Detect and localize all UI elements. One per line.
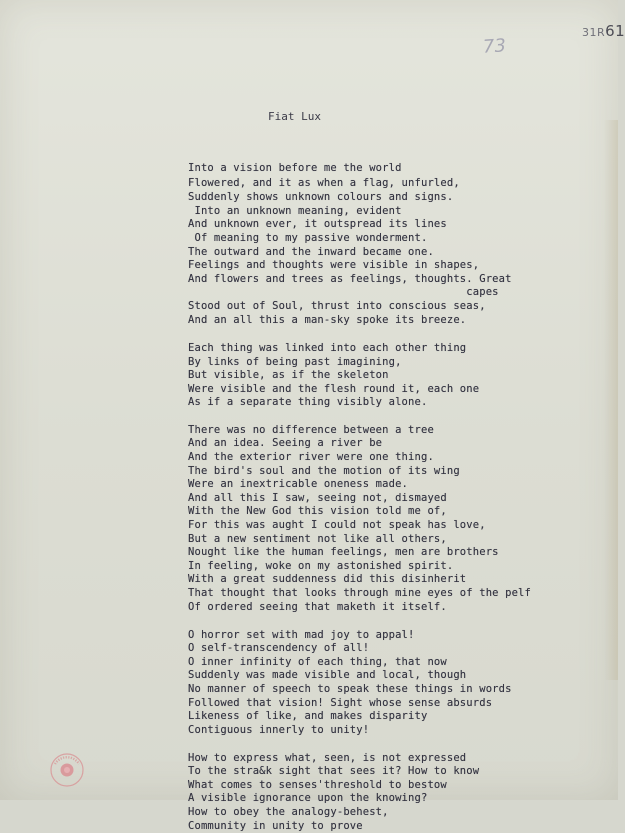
poem-line: In feeling, woke on my astonished spirit. <box>188 560 454 572</box>
poem-line: And flowers and trees as feelings, thoughts. Great <box>188 273 512 285</box>
poem-line: Followed that vision! Sight whose sense absurds <box>188 697 493 709</box>
poem-line: O inner infinity of each thing, that now <box>188 656 447 668</box>
poem-line: The bird's soul and the motion of its wing <box>188 465 460 477</box>
poem-line: By links of being past imagining, <box>188 356 402 368</box>
poem-line: Suddenly was made visible and local, though <box>188 669 467 681</box>
poem-line: Each thing was linked into each other thing <box>188 342 467 354</box>
poem-line: But a new sentiment not like all others, <box>188 533 447 545</box>
poem-line: And an all this a man-sky spoke its breeze. <box>188 314 467 326</box>
poem-line: Feelings and thoughts were visible in shapes, <box>188 259 480 271</box>
poem-line: O self-transcendency of all! <box>188 642 370 654</box>
poem-line: Community in unity to prove <box>188 820 363 832</box>
poem-line: And unknown ever, it outspread its lines <box>188 218 447 230</box>
poem-line: O horror set with mad joy to appal! <box>188 629 415 641</box>
poem-line: Were an inextricable oneness made. <box>188 478 409 490</box>
poem-line: How to obey the analogy-behest, <box>188 806 389 818</box>
archive-number-main: 61 <box>605 22 625 40</box>
poem-line: As if a separate thing visibly alone. <box>188 396 428 408</box>
poem-line: Suddenly shows unknown colours and signs. <box>188 191 454 203</box>
poem-line: Into an unknown meaning, evident <box>188 205 402 217</box>
poem-line: But visible, as if the skeleton <box>188 369 389 381</box>
poem-line: Flowered, and it as when a flag, unfurled, <box>188 177 460 189</box>
poem-line: capes <box>188 286 499 298</box>
poem-line: Of ordered seeing that maketh it itself. <box>188 601 447 613</box>
poem-line: There was no difference between a tree <box>188 424 434 436</box>
poem-line: For this was aught I could not speak has love, <box>188 519 486 531</box>
poem-line: A visible ignorance upon the knowing? <box>188 792 428 804</box>
poem-line: And an idea. Seeing a river be <box>188 437 383 449</box>
paper-stain <box>604 120 618 680</box>
poem-line: Likeness of like, and makes disparity <box>188 710 428 722</box>
archive-number <box>582 22 625 40</box>
archive-number-prefix: 31R <box>582 26 606 39</box>
poem-line: Into a vision before me the world <box>188 162 402 174</box>
poem-line: How to express what, seen, is not expressed <box>188 752 467 764</box>
poem-line: Contiguous innerly to unity! <box>188 724 370 736</box>
poem-line: And all this I saw, seeing not, dismayed <box>188 492 447 504</box>
poem-line: To the stra&k sight that sees it? How to know <box>188 765 480 777</box>
poem-line: Stood out of Soul, thrust into conscious seas, <box>188 300 486 312</box>
poem-line: Were visible and the flesh round it, each one <box>188 383 480 395</box>
poem-line: With the New God this vision told me of, <box>188 505 447 517</box>
poem-line: And the exterior river were one thing. <box>188 451 434 463</box>
library-stamp <box>49 752 85 788</box>
poem-line: Of meaning to my passive wonderment. <box>188 232 428 244</box>
page-number: 73 <box>482 35 507 58</box>
poem-line: The outward and the inward became one. <box>188 246 434 258</box>
poem-title: Fiat Lux <box>268 110 321 123</box>
poem-line: Nought like the human feelings, men are brothers <box>188 546 499 558</box>
poem-line: What comes to senses'threshold to bestow <box>188 779 447 791</box>
poem-line: With a great suddenness did this disinherit <box>188 573 467 585</box>
poem-line: No manner of speech to speak these things in words <box>188 683 512 695</box>
poem-line: That thought that looks through mine eyes of the pelf <box>188 587 531 599</box>
